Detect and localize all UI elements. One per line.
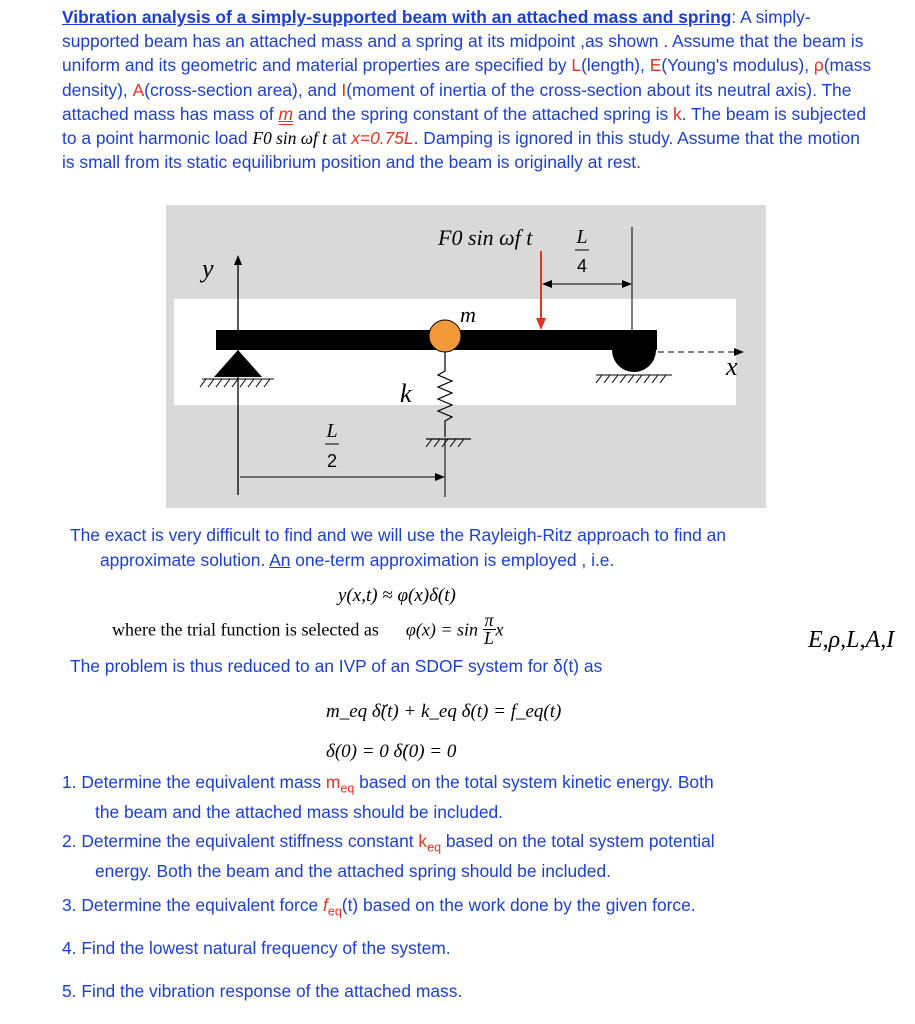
task-4-text: Find the lowest natural frequency of the system. <box>76 938 451 958</box>
task-1-number: 1. <box>62 772 77 792</box>
properties-label: E,ρ,L,A,I <box>808 627 895 653</box>
title-colon: : <box>731 7 737 27</box>
symbol-m: m <box>278 103 294 124</box>
desc-density: (mass density), <box>62 55 872 100</box>
problem-title: Vibration analysis of a simply-supported beam with an attached mass and spring <box>62 7 732 27</box>
y-axis-label: y <box>202 254 214 283</box>
load-label: F0 sin ωf t <box>438 225 533 250</box>
method-line-2-pre: approximate solution. <box>100 549 270 570</box>
intro-text-1: A simply-supported beam has an attached mass and a spring at its midpoint ,as shown . Assume that the beam is uniform and its geometric and material properties are specified by <box>62 7 864 76</box>
task-1-symbol: m <box>325 772 341 792</box>
desc-inertia: (moment of inertia of the cross-section about its neutral axis). The attached mass has mass of <box>62 79 852 124</box>
task-2-subscript: eq <box>427 840 442 855</box>
task-2-number: 2. <box>62 831 77 851</box>
task-2-continuation: energy. Both the beam and the attached spring should be included. <box>95 861 611 882</box>
quarter-span-numerator: L <box>576 226 588 248</box>
symbol-rho: ρ <box>813 55 824 76</box>
reduced-statement: The problem is thus reduced to an IVP of an SDOF system for δ(t) as <box>70 656 603 676</box>
task-2-post: based on the total system potential <box>441 831 715 851</box>
task-3-subscript: eq <box>327 904 342 919</box>
y-axis-arrow-icon <box>234 255 242 265</box>
task-3-symbol: f <box>323 895 328 915</box>
mass-label: m <box>460 302 476 327</box>
task-1-continuation: the beam and the attached mass should be included. <box>95 802 503 823</box>
task-4 <box>62 936 862 960</box>
task-5 <box>62 979 862 1003</box>
intro-text-5: . Damping is ignored in this study. Assume that the motion is small from its static equilibrium position and the beam is originally at rest. <box>62 128 860 173</box>
task-1-subscript: eq <box>340 781 355 796</box>
task-2-pre: Determine the equivalent stiffness constant <box>76 831 419 851</box>
desc-youngs: (Young's modulus), <box>661 55 814 76</box>
method-line-2 <box>70 548 860 573</box>
task-5-text: Find the vibration response of the attached mass. <box>76 981 463 1001</box>
half-span-denominator: 2 <box>326 451 338 471</box>
half-span-numerator: L <box>326 420 338 442</box>
approximation-equation: y(x,t) ≈ φ(x)δ(t) <box>338 585 456 606</box>
task-4-number: 4. <box>62 938 77 958</box>
task-3-post: (t) based on the work done by the given force. <box>341 895 696 915</box>
task-1 <box>62 770 862 824</box>
problem-statement <box>62 5 877 174</box>
quarter-span-denominator: 4 <box>576 256 588 276</box>
symbol-E: E <box>649 55 662 76</box>
desc-length: (length), <box>581 55 650 76</box>
spring-label: k <box>400 379 412 408</box>
intro-text-2: and the spring constant of the attached spring is <box>293 103 673 124</box>
intro-text-3: . The beam is subjected to a point harmonic load <box>62 103 866 149</box>
task-1-post: based on the total system kinetic energy. Both <box>354 772 714 792</box>
symbol-k: k <box>672 103 682 124</box>
task-3-pre: Determine the equivalent force <box>76 895 324 915</box>
quarter-left-arrow-icon <box>542 280 552 288</box>
symbol-L: L <box>571 55 582 76</box>
task-2 <box>62 829 862 883</box>
trial-fraction <box>483 612 496 647</box>
properties-box <box>798 623 915 661</box>
method-description <box>70 523 860 572</box>
task-3-number: 3. <box>62 895 77 915</box>
task-3 <box>62 893 862 923</box>
quarter-right-arrow-icon <box>622 280 632 288</box>
symbol-A: A <box>132 79 145 100</box>
load-location: x=0.75L <box>351 128 414 149</box>
x-axis-label: x <box>726 352 738 381</box>
intro-text-4: at <box>327 128 352 149</box>
trial-numerator: π <box>484 610 494 630</box>
beam-diagram <box>166 205 766 508</box>
task-1-pre: Determine the equivalent mass <box>76 772 326 792</box>
method-word-an: An <box>269 549 291 570</box>
trial-function-lhs: φ(x) = sin <box>405 619 478 640</box>
attached-mass <box>429 320 461 352</box>
initial-conditions: δ(0) = 0 δ̇(0) = 0 <box>326 741 457 762</box>
symbol-I: I <box>341 79 347 100</box>
task-5-number: 5. <box>62 981 77 1001</box>
trial-variable: x <box>495 619 504 640</box>
method-line-1: The exact is very difficult to find and we will use the Rayleigh-Ritz approach to find an <box>70 525 727 545</box>
trial-denominator: L <box>484 628 495 648</box>
method-line-2-post: one-term approximation is employed , i.e. <box>290 549 615 570</box>
half-span-arrow-icon <box>435 473 445 481</box>
ivp-equation: m_eq δ̈(t) + k_eq δ(t) = f_eq(t) <box>326 701 562 722</box>
trial-function-text: where the trial function is selected as <box>112 619 379 640</box>
trial-function-line <box>112 610 504 649</box>
desc-area: (cross-section area), and <box>144 79 342 100</box>
task-2-symbol: k <box>418 831 428 851</box>
load-expression: F0 sin ωf t <box>252 128 328 149</box>
